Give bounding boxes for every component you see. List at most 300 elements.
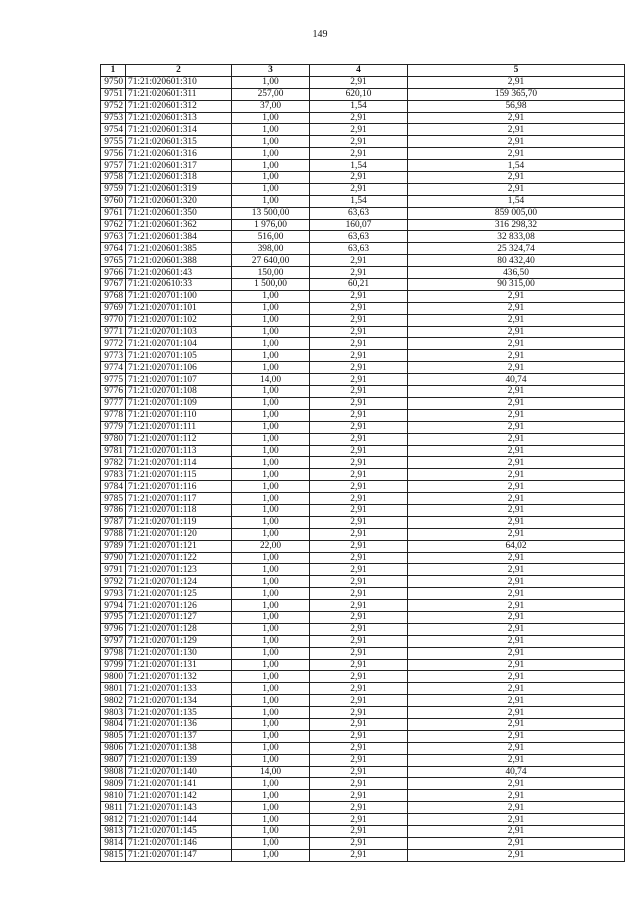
total-value: 2,91: [408, 350, 625, 362]
rate-value: 2,91: [310, 516, 408, 528]
row-number: 9757: [101, 160, 126, 172]
area-value: 1,00: [232, 350, 310, 362]
total-value: 2,91: [408, 588, 625, 600]
cadastral-number: 71:21:020701:111: [126, 421, 232, 433]
row-number: 9795: [101, 611, 126, 623]
cadastral-number: 71:21:020701:117: [126, 493, 232, 505]
row-number: 9761: [101, 207, 126, 219]
cadastral-number: 71:21:020701:110: [126, 409, 232, 421]
rate-value: 2,91: [310, 837, 408, 849]
table-row: [101, 778, 625, 790]
total-value: 40,74: [408, 374, 625, 386]
row-number: 9806: [101, 742, 126, 754]
cadastral-number: 71:21:020701:116: [126, 481, 232, 493]
row-number: 9771: [101, 326, 126, 338]
row-number: 9815: [101, 849, 126, 861]
cadastral-number: 71:21:020701:132: [126, 671, 232, 683]
table-row: [101, 647, 625, 659]
rate-value: 2,91: [310, 826, 408, 838]
cadastral-number: 71:21:020701:103: [126, 326, 232, 338]
rate-value: 63,63: [310, 207, 408, 219]
area-value: 1,00: [232, 778, 310, 790]
table-row: [101, 124, 625, 136]
table-header: [101, 65, 625, 77]
area-value: 1,00: [232, 707, 310, 719]
table-row: [101, 635, 625, 647]
rate-value: 2,91: [310, 611, 408, 623]
row-number: 9773: [101, 350, 126, 362]
table-row: [101, 231, 625, 243]
rate-value: 60,21: [310, 279, 408, 291]
total-value: 2,91: [408, 445, 625, 457]
row-number: 9801: [101, 683, 126, 695]
table-row: [101, 457, 625, 469]
area-value: 1,00: [232, 683, 310, 695]
row-number: 9758: [101, 172, 126, 184]
total-value: 2,91: [408, 76, 625, 88]
cadastral-number: 71:21:020701:133: [126, 683, 232, 695]
rate-value: 2,91: [310, 730, 408, 742]
total-value: 2,91: [408, 600, 625, 612]
row-number: 9755: [101, 136, 126, 148]
cadastral-number: 71:21:020601:384: [126, 231, 232, 243]
table-row: [101, 790, 625, 802]
cadastral-number: 71:21:020601:350: [126, 207, 232, 219]
rate-value: 2,91: [310, 671, 408, 683]
table-row: [101, 374, 625, 386]
cadastral-number: 71:21:020701:137: [126, 730, 232, 742]
rate-value: 2,91: [310, 362, 408, 374]
cadastral-number: 71:21:020701:107: [126, 374, 232, 386]
rate-value: 620,10: [310, 88, 408, 100]
row-number: 9804: [101, 718, 126, 730]
cadastral-number: 71:21:020601:362: [126, 219, 232, 231]
area-value: 1,00: [232, 849, 310, 861]
table-row: [101, 802, 625, 814]
cadastral-number: 71:21:020701:134: [126, 695, 232, 707]
table-row: [101, 528, 625, 540]
total-value: 2,91: [408, 183, 625, 195]
row-number: 9799: [101, 659, 126, 671]
total-value: 2,91: [408, 409, 625, 421]
row-number: 9772: [101, 338, 126, 350]
row-number: 9774: [101, 362, 126, 374]
row-number: 9768: [101, 290, 126, 302]
rate-value: 2,91: [310, 338, 408, 350]
table-row: [101, 255, 625, 267]
area-value: 1,00: [232, 195, 310, 207]
total-value: 2,91: [408, 172, 625, 184]
cadastral-number: 71:21:020610:33: [126, 279, 232, 291]
total-value: 2,91: [408, 433, 625, 445]
area-value: 1,00: [232, 338, 310, 350]
total-value: 2,91: [408, 802, 625, 814]
row-number: 9792: [101, 576, 126, 588]
cadastral-number: 71:21:020601:316: [126, 148, 232, 160]
rate-value: 2,91: [310, 754, 408, 766]
table-row: [101, 136, 625, 148]
table-row: [101, 600, 625, 612]
row-number: 9765: [101, 255, 126, 267]
table-row: [101, 183, 625, 195]
area-value: 1,00: [232, 314, 310, 326]
total-value: 2,91: [408, 290, 625, 302]
cadastral-number: 71:21:020701:130: [126, 647, 232, 659]
row-number: 9760: [101, 195, 126, 207]
row-number: 9763: [101, 231, 126, 243]
table-row: [101, 849, 625, 861]
cadastral-number: 71:21:020601:311: [126, 88, 232, 100]
table-row: [101, 219, 625, 231]
rate-value: 2,91: [310, 528, 408, 540]
total-value: 25 324,74: [408, 243, 625, 255]
table-row: [101, 76, 625, 88]
table-row: [101, 267, 625, 279]
table-row: [101, 504, 625, 516]
table-row: [101, 576, 625, 588]
row-number: 9814: [101, 837, 126, 849]
area-value: 1,00: [232, 136, 310, 148]
area-value: 1,00: [232, 814, 310, 826]
rate-value: 2,91: [310, 445, 408, 457]
row-number: 9789: [101, 540, 126, 552]
table-row: [101, 160, 625, 172]
row-number: 9803: [101, 707, 126, 719]
area-value: 1,00: [232, 659, 310, 671]
total-value: 1,54: [408, 195, 625, 207]
total-value: 2,91: [408, 754, 625, 766]
cadastral-number: 71:21:020701:129: [126, 635, 232, 647]
total-value: 56,98: [408, 100, 625, 112]
rate-value: 1,54: [310, 100, 408, 112]
cadastral-number: 71:21:020601:312: [126, 100, 232, 112]
cadastral-number: 71:21:020601:315: [126, 136, 232, 148]
area-value: 1,00: [232, 695, 310, 707]
table-row: [101, 172, 625, 184]
area-value: 1,00: [232, 433, 310, 445]
total-value: 32 833,08: [408, 231, 625, 243]
row-number: 9807: [101, 754, 126, 766]
table-row: [101, 469, 625, 481]
row-number: 9766: [101, 267, 126, 279]
total-value: 2,91: [408, 683, 625, 695]
column-header-5: 5: [408, 65, 625, 77]
table-row: [101, 148, 625, 160]
cadastral-number: 71:21:020701:146: [126, 837, 232, 849]
page-number: 149: [312, 29, 328, 40]
row-number: 9808: [101, 766, 126, 778]
area-value: 1,00: [232, 148, 310, 160]
area-value: 1,00: [232, 564, 310, 576]
total-value: 2,91: [408, 742, 625, 754]
table-row: [101, 826, 625, 838]
cadastral-number: 71:21:020701:143: [126, 802, 232, 814]
total-value: 2,91: [408, 493, 625, 505]
rate-value: 2,91: [310, 814, 408, 826]
rate-value: 2,91: [310, 683, 408, 695]
rate-value: 1,54: [310, 160, 408, 172]
cadastral-number: 71:21:020701:136: [126, 718, 232, 730]
row-number: 9790: [101, 552, 126, 564]
column-header-4: 4: [310, 65, 408, 77]
cadastral-number: 71:21:020601:319: [126, 183, 232, 195]
area-value: 1,00: [232, 611, 310, 623]
area-value: 1,00: [232, 837, 310, 849]
total-value: 2,91: [408, 302, 625, 314]
total-value: 2,91: [408, 826, 625, 838]
area-value: 1,00: [232, 362, 310, 374]
row-number: 9812: [101, 814, 126, 826]
row-number: 9797: [101, 635, 126, 647]
table-row: [101, 552, 625, 564]
total-value: 2,91: [408, 778, 625, 790]
total-value: 2,91: [408, 148, 625, 160]
column-header-3: 3: [232, 65, 310, 77]
total-value: 2,91: [408, 124, 625, 136]
area-value: 1,00: [232, 504, 310, 516]
cadastral-number: 71:21:020601:317: [126, 160, 232, 172]
area-value: 1,00: [232, 160, 310, 172]
rate-value: 2,91: [310, 386, 408, 398]
table-row: [101, 754, 625, 766]
area-value: 13 500,00: [232, 207, 310, 219]
column-header-2: 2: [126, 65, 232, 77]
total-value: 40,74: [408, 766, 625, 778]
area-value: 1,00: [232, 576, 310, 588]
area-value: 1,00: [232, 600, 310, 612]
rate-value: 2,91: [310, 124, 408, 136]
row-number: 9767: [101, 279, 126, 291]
area-value: 1,00: [232, 742, 310, 754]
row-number: 9753: [101, 112, 126, 124]
area-value: 22,00: [232, 540, 310, 552]
total-value: 2,91: [408, 552, 625, 564]
area-value: 1,00: [232, 588, 310, 600]
cadastral-number: 71:21:020701:139: [126, 754, 232, 766]
table-row: [101, 837, 625, 849]
cadastral-number: 71:21:020601:318: [126, 172, 232, 184]
table-row: [101, 386, 625, 398]
row-number: 9791: [101, 564, 126, 576]
row-number: 9786: [101, 504, 126, 516]
area-value: 1,00: [232, 76, 310, 88]
rate-value: 2,91: [310, 790, 408, 802]
total-value: 316 298,32: [408, 219, 625, 231]
area-value: 1,00: [232, 290, 310, 302]
cadastral-number: 71:21:020701:119: [126, 516, 232, 528]
rate-value: 2,91: [310, 267, 408, 279]
rate-value: 1,54: [310, 195, 408, 207]
total-value: 2,91: [408, 421, 625, 433]
area-value: 1,00: [232, 552, 310, 564]
row-number: 9802: [101, 695, 126, 707]
total-value: 2,91: [408, 386, 625, 398]
rate-value: 2,91: [310, 148, 408, 160]
row-number: 9770: [101, 314, 126, 326]
rate-value: 2,91: [310, 433, 408, 445]
cadastral-number: 71:21:020701:145: [126, 826, 232, 838]
total-value: 2,91: [408, 528, 625, 540]
row-number: 9809: [101, 778, 126, 790]
cadastral-number: 71:21:020701:123: [126, 564, 232, 576]
table-row: [101, 481, 625, 493]
rate-value: 2,91: [310, 552, 408, 564]
area-value: 1,00: [232, 826, 310, 838]
cadastral-number: 71:21:020701:121: [126, 540, 232, 552]
table-row: [101, 207, 625, 219]
cadastral-number: 71:21:020701:102: [126, 314, 232, 326]
area-value: 1,00: [232, 112, 310, 124]
area-value: 1,00: [232, 730, 310, 742]
total-value: 2,91: [408, 504, 625, 516]
rate-value: 2,91: [310, 112, 408, 124]
area-value: 150,00: [232, 267, 310, 279]
table-row: [101, 540, 625, 552]
rate-value: 63,63: [310, 243, 408, 255]
table-row: [101, 397, 625, 409]
total-value: 2,91: [408, 112, 625, 124]
rate-value: 2,91: [310, 504, 408, 516]
rate-value: 2,91: [310, 695, 408, 707]
area-value: 1,00: [232, 421, 310, 433]
row-number: 9752: [101, 100, 126, 112]
cadastral-number: 71:21:020701:126: [126, 600, 232, 612]
row-number: 9788: [101, 528, 126, 540]
table-row: [101, 742, 625, 754]
register-table: [100, 64, 625, 862]
table-row: [101, 516, 625, 528]
rate-value: 2,91: [310, 778, 408, 790]
cadastral-number: 71:21:020701:118: [126, 504, 232, 516]
total-value: 2,91: [408, 707, 625, 719]
rate-value: 2,91: [310, 576, 408, 588]
row-number: 9794: [101, 600, 126, 612]
table-row: [101, 671, 625, 683]
total-value: 2,91: [408, 635, 625, 647]
rate-value: 2,91: [310, 183, 408, 195]
row-number: 9796: [101, 623, 126, 635]
cadastral-number: 71:21:020601:388: [126, 255, 232, 267]
rate-value: 2,91: [310, 469, 408, 481]
row-number: 9787: [101, 516, 126, 528]
total-value: 2,91: [408, 362, 625, 374]
table-row: [101, 433, 625, 445]
area-value: 1,00: [232, 409, 310, 421]
area-value: 1,00: [232, 124, 310, 136]
table-row: [101, 588, 625, 600]
cadastral-number: 71:21:020701:135: [126, 707, 232, 719]
area-value: 37,00: [232, 100, 310, 112]
rate-value: 2,91: [310, 802, 408, 814]
area-value: 1,00: [232, 718, 310, 730]
cadastral-number: 71:21:020701:115: [126, 469, 232, 481]
table-row: [101, 707, 625, 719]
row-number: 9759: [101, 183, 126, 195]
rate-value: 2,91: [310, 290, 408, 302]
table-row: [101, 445, 625, 457]
cadastral-number: 71:21:020701:144: [126, 814, 232, 826]
row-number: 9750: [101, 76, 126, 88]
area-value: 1,00: [232, 302, 310, 314]
table-row: [101, 100, 625, 112]
total-value: 2,91: [408, 457, 625, 469]
rate-value: 2,91: [310, 326, 408, 338]
table-row: [101, 326, 625, 338]
cadastral-number: 71:21:020701:113: [126, 445, 232, 457]
area-value: 1,00: [232, 386, 310, 398]
total-value: 2,91: [408, 611, 625, 623]
table-row: [101, 718, 625, 730]
cadastral-number: 71:21:020701:122: [126, 552, 232, 564]
rate-value: 2,91: [310, 314, 408, 326]
rate-value: 2,91: [310, 588, 408, 600]
cadastral-number: 71:21:020701:142: [126, 790, 232, 802]
row-number: 9762: [101, 219, 126, 231]
cadastral-number: 71:21:020601:385: [126, 243, 232, 255]
row-number: 9776: [101, 386, 126, 398]
rate-value: 63,63: [310, 231, 408, 243]
table-row: [101, 730, 625, 742]
table-row: [101, 88, 625, 100]
cadastral-number: 71:21:020601:314: [126, 124, 232, 136]
rate-value: 2,91: [310, 76, 408, 88]
total-value: 2,91: [408, 481, 625, 493]
area-value: 1,00: [232, 635, 310, 647]
area-value: 1,00: [232, 516, 310, 528]
area-value: 1,00: [232, 481, 310, 493]
total-value: 2,91: [408, 790, 625, 802]
total-value: 436,50: [408, 267, 625, 279]
area-value: 1 500,00: [232, 279, 310, 291]
rate-value: 2,91: [310, 255, 408, 267]
total-value: 64,02: [408, 540, 625, 552]
area-value: 398,00: [232, 243, 310, 255]
total-value: 2,91: [408, 338, 625, 350]
area-value: 1,00: [232, 397, 310, 409]
table-row: [101, 623, 625, 635]
total-value: 2,91: [408, 718, 625, 730]
table-row: [101, 302, 625, 314]
row-number: 9785: [101, 493, 126, 505]
row-number: 9756: [101, 148, 126, 160]
area-value: 1,00: [232, 445, 310, 457]
table-row: [101, 243, 625, 255]
table-row: [101, 279, 625, 291]
cadastral-number: 71:21:020701:109: [126, 397, 232, 409]
area-value: 1,00: [232, 754, 310, 766]
table-row: [101, 362, 625, 374]
row-number: 9775: [101, 374, 126, 386]
total-value: 2,91: [408, 695, 625, 707]
area-value: 257,00: [232, 88, 310, 100]
total-value: 2,91: [408, 314, 625, 326]
cadastral-number: 71:21:020701:112: [126, 433, 232, 445]
row-number: 9779: [101, 421, 126, 433]
table-row: [101, 493, 625, 505]
cadastral-number: 71:21:020701:140: [126, 766, 232, 778]
total-value: 2,91: [408, 136, 625, 148]
cadastral-number: 71:21:020701:131: [126, 659, 232, 671]
rate-value: 2,91: [310, 718, 408, 730]
total-value: 2,91: [408, 837, 625, 849]
cadastral-number: 71:21:020701:108: [126, 386, 232, 398]
total-value: 2,91: [408, 814, 625, 826]
cadastral-number: 71:21:020701:138: [126, 742, 232, 754]
rate-value: 2,91: [310, 600, 408, 612]
total-value: 90 315,00: [408, 279, 625, 291]
rate-value: 2,91: [310, 302, 408, 314]
cadastral-number: 71:21:020701:114: [126, 457, 232, 469]
